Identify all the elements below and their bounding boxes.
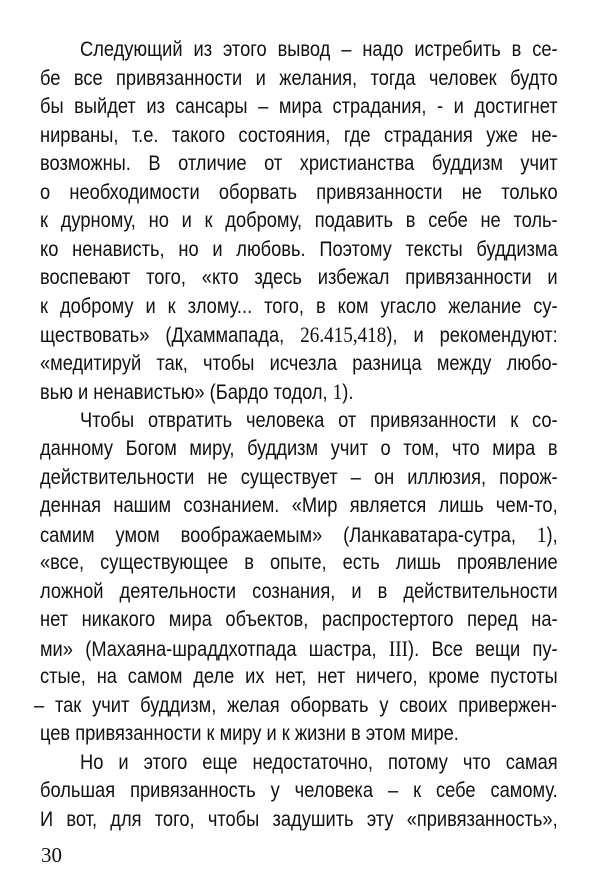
text-line [40, 492, 558, 521]
text-line [40, 663, 558, 692]
line-text: – так учит буддизм, желая оборвать у своих привержен- [34, 693, 557, 717]
line-text: бы выйдет из сансары – мира страдания, - и достигнет [40, 95, 558, 118]
line-text [40, 378, 558, 408]
citation-number: 26.415,418 [300, 322, 387, 347]
line-text: ложной деятельности сознания, и в действительности [40, 579, 558, 603]
text-line [40, 549, 558, 578]
line-text: Следующий из этого вывод – надо истребить в се- [80, 38, 558, 61]
text-line [40, 350, 558, 379]
line-text: возможны. В отличие от христианства буддизм учит [40, 152, 558, 175]
text-line [40, 464, 558, 493]
text-line [40, 179, 558, 208]
page-number: 30 [41, 843, 62, 867]
text-line [40, 293, 558, 322]
text-line [40, 150, 558, 179]
line-text: «медитируй так, чтобы исчезла разница между любо- [40, 351, 558, 375]
text-line [40, 777, 558, 806]
text-line [34, 692, 558, 721]
paragraph-3 [40, 749, 558, 835]
text-line [40, 435, 558, 464]
line-text: нет никакого мира объектов, распростертого перед на- [40, 608, 558, 631]
text-line [40, 122, 558, 151]
line-text: большая привязанность у человека – к себе самому. [40, 779, 558, 802]
text-line [40, 806, 558, 835]
line-text: воспевают того, «кто здесь избежал привязанности и [40, 266, 558, 289]
text-line [40, 264, 558, 293]
citation-number: 1 [536, 521, 547, 547]
line-text: о необходимости оборвать привязанности не только [40, 180, 558, 204]
line-segment: вью и ненавистью» (Бардо тодол, [40, 381, 333, 404]
line-text: ко ненависть, но и любовь. Поэтому тексты буддизма [40, 237, 558, 261]
line-segment: ). [342, 381, 354, 404]
line-segment: самим умом воображаемым» (Ланкаватара-сутра, [40, 523, 537, 547]
line-text: к дурному, но и к доброму, подавить в себе не толь- [40, 209, 558, 232]
text-line [40, 321, 558, 350]
line-text [40, 521, 558, 551]
text-line [40, 720, 558, 749]
line-text: Чтобы отвратить человека от привязанности к со- [80, 408, 558, 432]
line-text: действительности не существует – он иллюзия, порож- [40, 465, 558, 489]
line-text: стые, на самом деле их нет, нет ничего, кроме пустоты [40, 665, 558, 688]
citation-number: 1 [332, 379, 343, 404]
line-text: Но и этого еще недостаточно, потому что самая [80, 750, 558, 774]
text-line [40, 378, 558, 407]
text-line [40, 578, 558, 607]
text-line [40, 407, 558, 436]
paragraph-1 [40, 36, 558, 407]
text-line [40, 207, 558, 236]
line-text: И вот, для того, чтобы задушить эту «привязанность», [40, 807, 558, 831]
line-segment: ми» (Махаяна-шраддхотпада шастра, [40, 637, 389, 661]
line-segment: ), и рекомендуют: [386, 324, 558, 347]
citation-number: III [388, 635, 408, 661]
line-segment: ), [546, 523, 558, 547]
line-text: цев привязанности к миру и к жизни в этом мире. [40, 722, 459, 745]
text-line [40, 65, 558, 94]
text-line [40, 236, 558, 265]
line-text: «все, существующее в опыте, есть лишь проявление [40, 551, 558, 574]
line-text [40, 321, 558, 351]
text-line [40, 635, 558, 664]
line-text: бе все привязанности и желания, тогда человек будто [40, 66, 558, 90]
line-text: к доброму и к злому... того, в ком угасло желание су- [40, 294, 558, 318]
line-text: нирваны, т.е. такого состояния, где страдания уже не- [40, 123, 558, 147]
page-body [34, 36, 558, 834]
line-segment: ). Все вещи пу- [407, 637, 558, 661]
paragraph-2 [34, 407, 558, 749]
line-text: денная нашим сознанием. «Мир является лишь чем-то, [40, 494, 558, 517]
text-line [40, 606, 558, 635]
text-line [40, 749, 558, 778]
line-text: данному Богом миру, буддизм учит о том, что мира в [40, 437, 558, 460]
text-line [40, 36, 558, 65]
text-line [40, 521, 558, 550]
line-segment: ществовать» (Дхаммапада, [40, 324, 301, 347]
line-text [40, 635, 558, 665]
text-line [40, 93, 558, 122]
